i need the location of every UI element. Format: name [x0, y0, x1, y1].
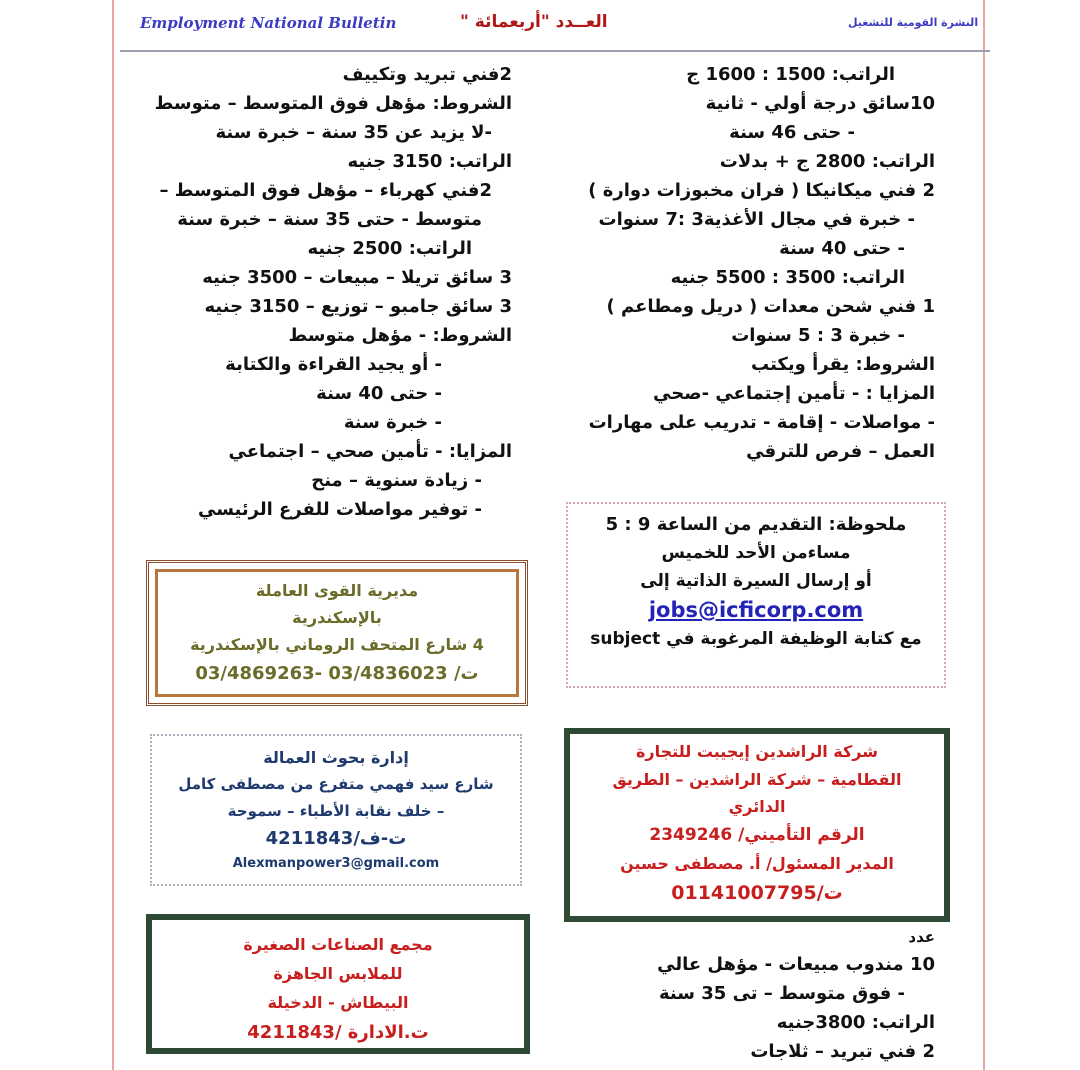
list-item: - مواصلات - إقامة - تدريب على مهارات — [588, 412, 935, 433]
list-item: الراتب: 2500 جنيه — [307, 238, 472, 259]
industries-phone: ت.الادارة /4211843 — [247, 1022, 429, 1043]
rashideen-manager: المدير المسئول/ أ. مصطفى حسين — [620, 854, 894, 873]
application-note-box — [566, 502, 946, 688]
header-rule — [120, 50, 990, 52]
labor-dept: إدارة بحوث العمالة — [263, 748, 409, 767]
rashideen-insurance: الرقم التأميني/ 2349246 — [649, 825, 865, 845]
header-english-title: Employment National Bulletin — [140, 14, 397, 32]
rashideen-company-box — [564, 728, 950, 922]
list-item: المزايا: - تأمين صحي – اجتماعي — [228, 441, 512, 462]
rashideen-name: شركة الراشدين إيجيبت للتجارة — [635, 742, 878, 761]
rashideen-phone: ت/01141007795 — [671, 882, 843, 904]
count-label: عدد — [908, 928, 935, 946]
list-item: - خبرة 3 : 5 سنوات — [731, 325, 905, 346]
list-item: الشروط: مؤهل فوق المتوسط – متوسط — [154, 93, 512, 114]
labor-research-box — [150, 734, 522, 886]
list-item: الراتب: 3150 جنيه — [347, 151, 512, 172]
small-industries-box — [146, 914, 530, 1054]
bottom-right-listings — [535, 924, 935, 1066]
list-item: الراتب: 3500 : 5500 جنيه — [670, 267, 905, 288]
list-item: الشروط: يقرأ ويكتب — [751, 354, 935, 375]
list-item: - أو يجيد القراءة والكتابة — [225, 354, 442, 375]
list-item: - حتى 40 سنة — [779, 238, 905, 259]
manpower-address: 4 شارع المتحف الروماني بالإسكندرية — [190, 635, 484, 654]
note-hours: ملحوظة: التقديم من الساعة 9 : 5 — [605, 514, 907, 535]
rashideen-address: القطامية – شركة الراشدين – الطريق — [612, 770, 902, 789]
labor-email[interactable]: Alexmanpower3@gmail.com — [232, 856, 440, 871]
industries-type: للملابس الجاهزة — [273, 964, 403, 983]
labor-landmark: – خلف نقابة الأطباء – سموحة — [227, 802, 445, 820]
note-subject: مع كتابة الوظيفة المرغوبة في subject — [590, 629, 922, 649]
list-item: 10 مندوب مبيعات - مؤهل عالي — [657, 954, 935, 975]
rashideen-road: الدائري — [728, 797, 786, 816]
labor-phone: ت-ف/4211843 — [265, 828, 407, 849]
list-item: -لا يزيد عن 35 سنة – خبرة سنة — [215, 122, 492, 143]
note-cv: أو إرسال السيرة الذاتية إلى — [640, 571, 872, 591]
list-item: - خبرة سنة — [343, 412, 442, 433]
left-margin-line — [112, 0, 114, 1070]
list-item: 1 فني شحن معدات ( دريل ومطاعم ) — [606, 296, 935, 317]
list-item: الراتب: 2800 ج + بدلات — [719, 151, 935, 172]
manpower-directorate-box — [146, 560, 528, 706]
list-item: - خبرة في مجال الأغذية3 :7 سنوات — [598, 209, 915, 230]
jobs-email-link[interactable]: jobs@icficorp.com — [648, 598, 864, 622]
list-item: 3 سائق جامبو – توزيع – 3150 جنيه — [204, 296, 512, 317]
list-item: 2 فني ميكانيكا ( فران مخبوزات دوارة ) — [588, 180, 935, 201]
list-item: الراتب: 1500 : 1600 ج — [686, 64, 895, 85]
manpower-phones: ت/ 03/4836023 -03/4869263 — [195, 663, 479, 684]
list-item: الشروط: - مؤهل متوسط — [288, 325, 512, 346]
header-issue-number: العــدد "أربعمائة " — [460, 12, 608, 32]
note-email-row — [568, 595, 944, 625]
left-column — [132, 60, 512, 524]
list-item: العمل – فرص للترقي — [746, 441, 935, 462]
industries-location: البيطاش - الدخيلة — [267, 993, 409, 1012]
right-margin-line — [983, 0, 985, 1070]
manpower-name: مديرية القوى العاملة — [255, 581, 419, 600]
list-item: 2فني تبريد وتكييف — [342, 64, 512, 85]
right-column — [535, 60, 935, 466]
list-item: - حتى 40 سنة — [316, 383, 442, 404]
note-days: مساءمن الأحد للخميس — [661, 543, 851, 563]
manpower-city: بالإسكندرية — [292, 608, 382, 627]
list-item: متوسط - حتى 35 سنة – خبرة سنة — [177, 209, 482, 230]
list-item: المزايا : - تأمين إجتماعي -صحي — [653, 383, 935, 404]
list-item: 2 فني تبريد – ثلاجات — [750, 1041, 935, 1062]
list-item: 3 سائق تريلا – مبيعات – 3500 جنيه — [202, 267, 512, 288]
list-item: - فوق متوسط – تى 35 سنة — [659, 983, 905, 1004]
industries-name: مجمع الصناعات الصغيرة — [243, 935, 433, 954]
list-item: الراتب: 3800جنيه — [776, 1012, 935, 1033]
list-item: 10سائق درجة أولي - ثانية — [705, 93, 935, 114]
list-item: 2فني كهرباء – مؤهل فوق المتوسط – — [159, 180, 492, 201]
header-arabic-title: النشرة القومية للتشغيل — [848, 16, 979, 29]
list-item: - توفير مواصلات للفرع الرئيسي — [198, 499, 482, 520]
list-item: - حتى 46 سنة — [729, 122, 855, 143]
list-item: - زيادة سنوية – منح — [311, 470, 482, 491]
labor-street: شارع سيد فهمي متفرع من مصطفى كامل — [178, 775, 494, 793]
